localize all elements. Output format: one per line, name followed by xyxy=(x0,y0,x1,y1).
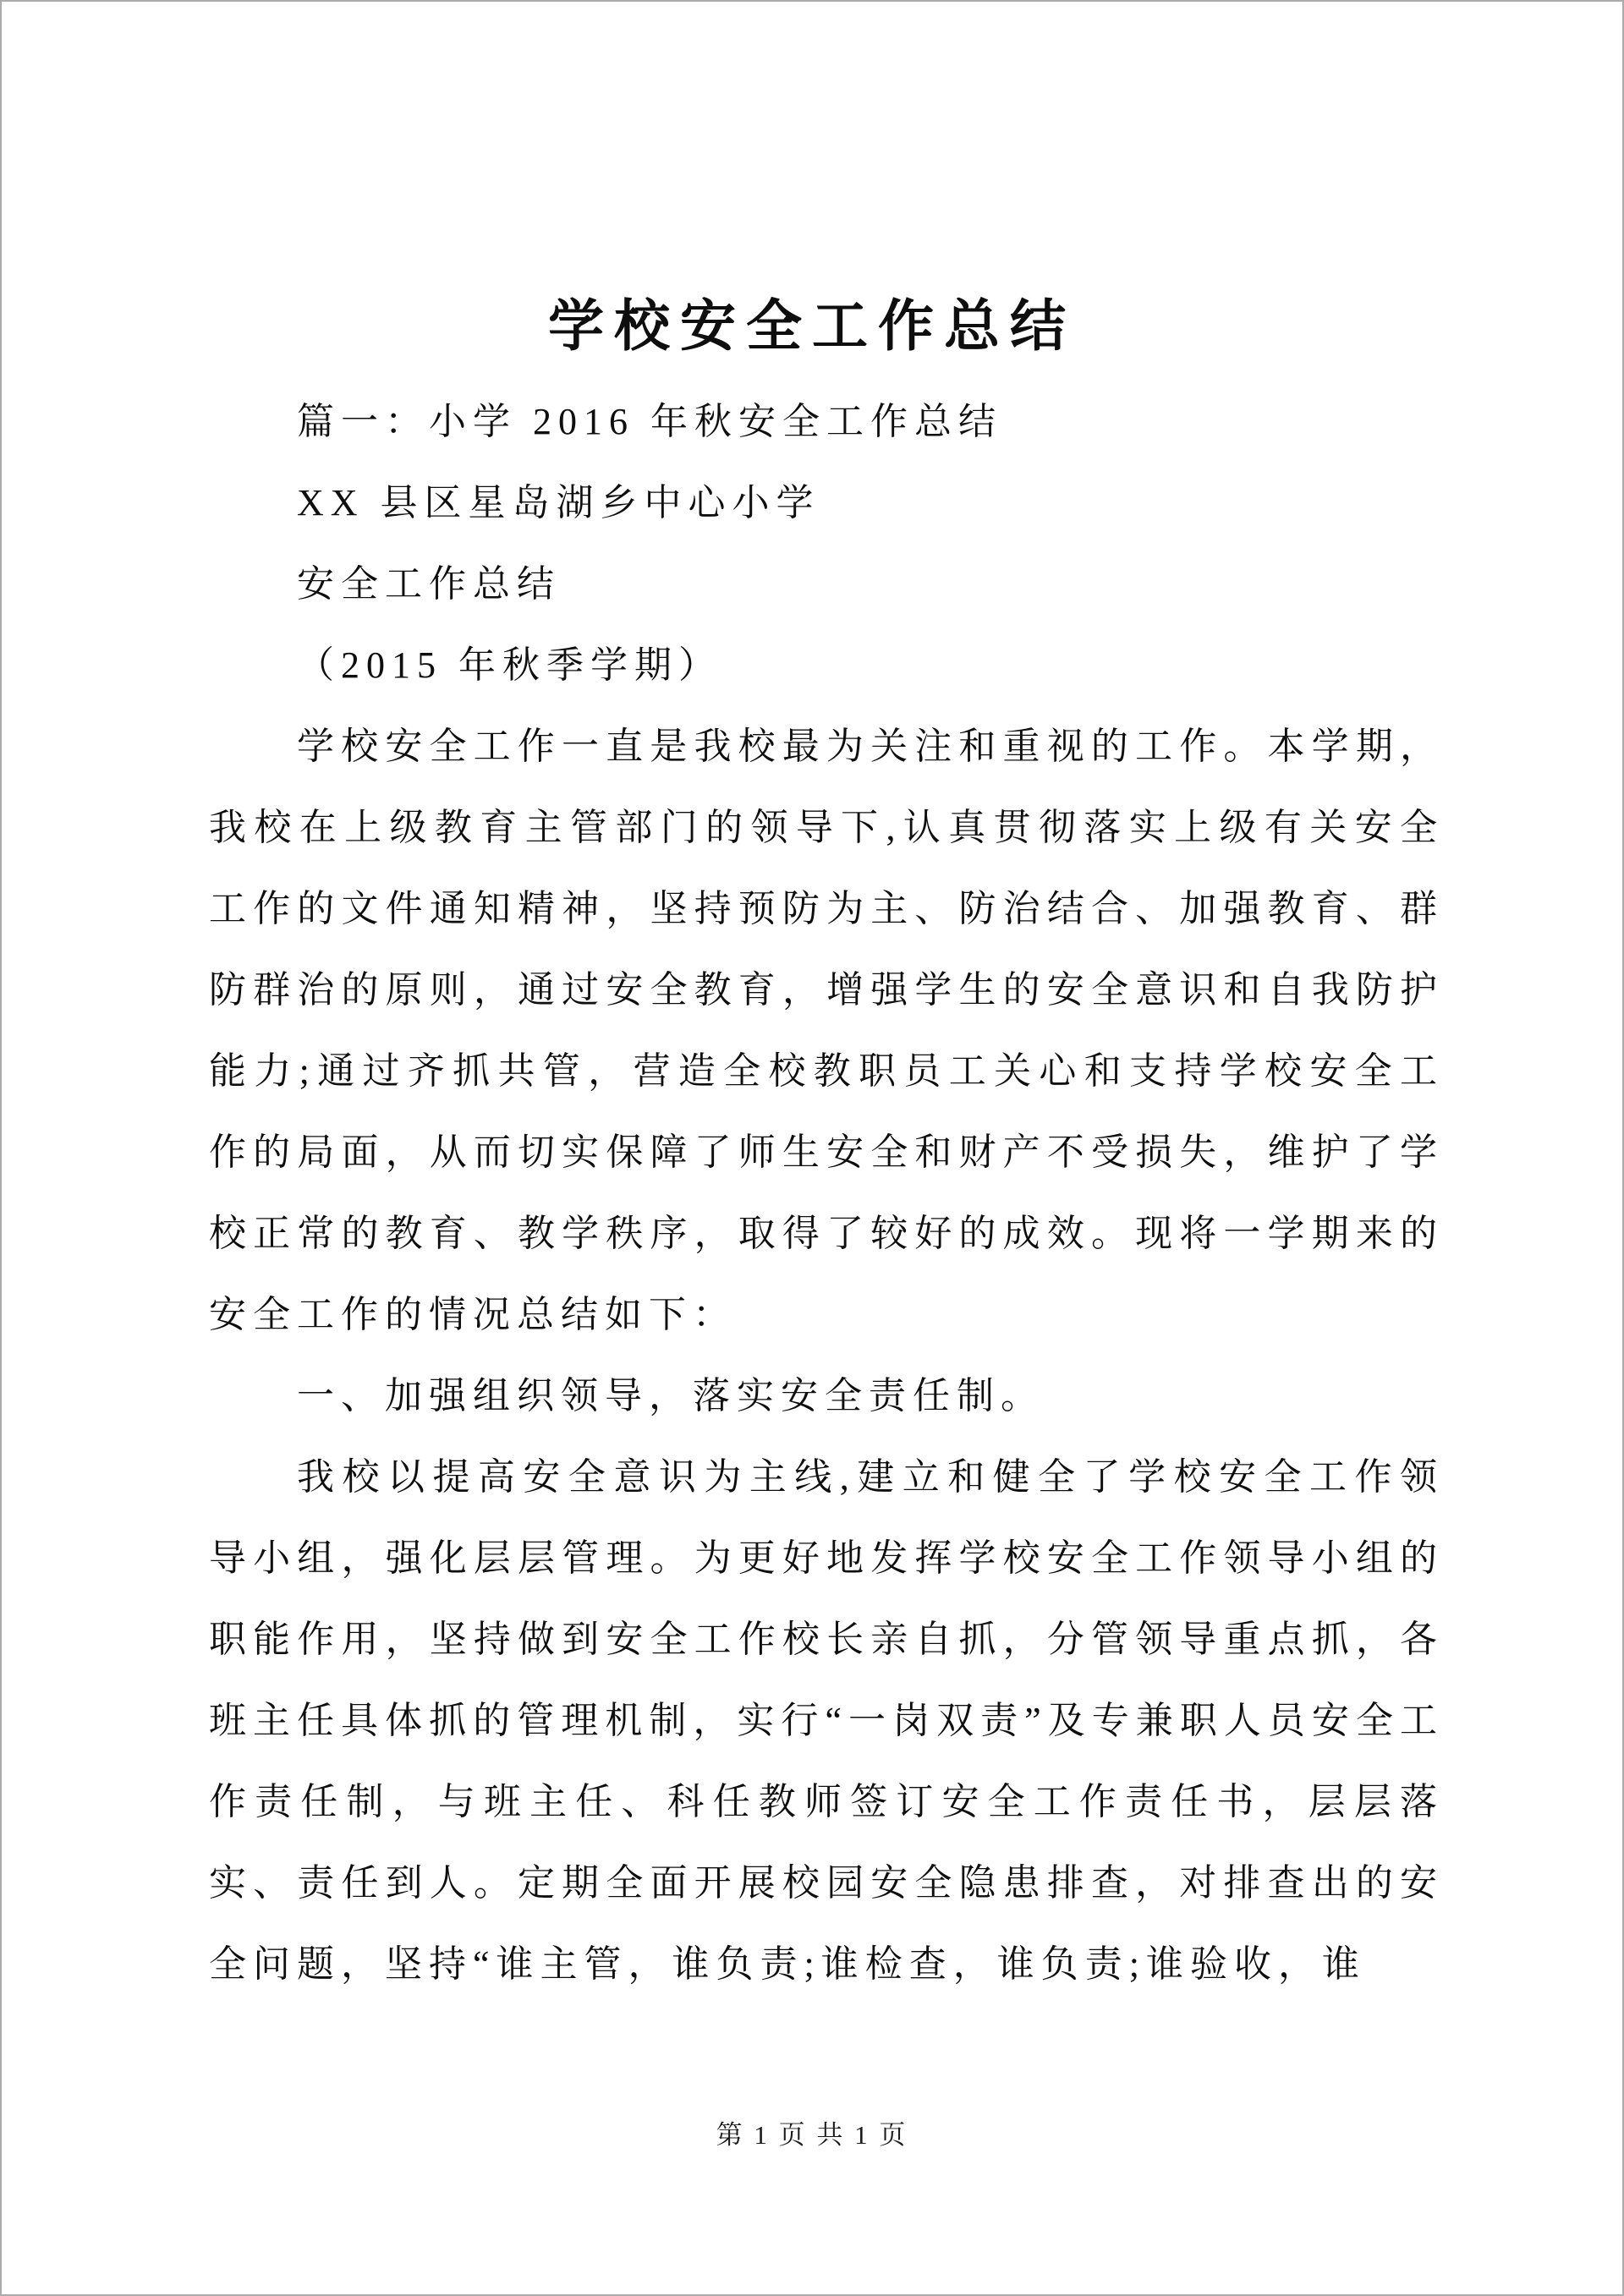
document-title: 学校安全工作总结 xyxy=(548,296,1076,358)
paragraph-semester: （2015 年秋季学期） xyxy=(297,644,722,686)
paragraph-subtitle: 安全工作总结 xyxy=(297,563,561,605)
document-body xyxy=(209,381,1444,2005)
paragraph-heading-pian1: 篇一：小学 2016 年秋安全工作总结 xyxy=(297,401,1002,442)
paragraph-section-1-body: 我校以提高安全意识为主线,建立和健全了学校安全工作领导小组，强化层层管理。为更好地发挥学校安全工作领导小组的职能作用，坚持做到安全工作校长亲自抓，分管领导重点抓，各班主任具体抓的管理机制，实行“一岗双责”及专兼职人员安全工作责任制，与班主任、科任教师签订安全工作责任书，层层落实、责任到人。定期全面开展校园安全隐患排查，对排查出的安全问题，坚持“谁主管，谁负责;谁检查，谁负责;谁验收，谁 xyxy=(209,1456,1444,1985)
paragraph-school-name: XX 县区星岛湖乡中心小学 xyxy=(297,482,820,523)
paragraph-section-1-heading: 一、加强组织领导，落实安全责任制。 xyxy=(297,1375,1045,1417)
page-number-footer: 第 1 页 共 1 页 xyxy=(716,2120,908,2150)
paragraph-intro: 学校安全工作一直是我校最为关注和重视的工作。本学期，我校在上级教育主管部门的领导下,认真贯彻落实上级有关安全工作的文件通知精神，坚持预防为主、防治结合、加强教育、群防群治的原则，通过安全教育，增强学生的安全意识和自我防护能力;通过齐抓共管，营造全校教职员工关心和支持学校安全工作的局面，从而切实保障了师生安全和财产不受损失，维护了学校正常的教育、教学秩序，取得了较好的成效。现将一学期来的安全工作的情况总结如下： xyxy=(209,726,1444,1335)
